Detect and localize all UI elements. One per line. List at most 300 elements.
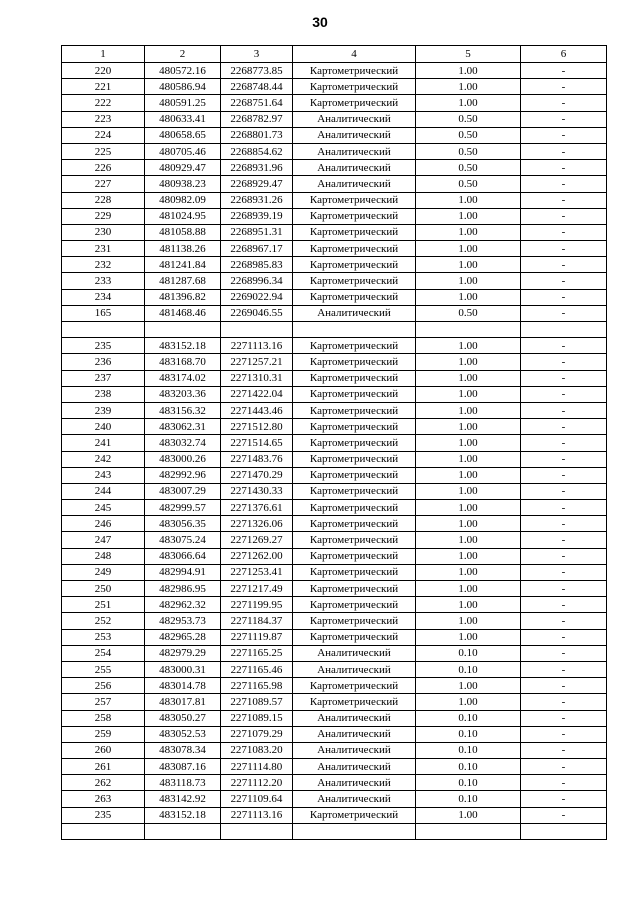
note-cell: - <box>521 742 607 758</box>
accuracy-cell: 1.00 <box>416 548 521 564</box>
table-row <box>62 678 607 694</box>
note-cell: - <box>521 79 607 95</box>
y-coordinate-cell: 2268801.73 <box>221 127 293 143</box>
point-number-cell: 237 <box>62 370 145 386</box>
accuracy-cell: 1.00 <box>416 564 521 580</box>
method-cell: Картометрический <box>293 581 416 597</box>
accuracy-cell <box>416 322 521 338</box>
note-cell: - <box>521 451 607 467</box>
x-coordinate-cell: 483174.02 <box>145 370 221 386</box>
method-cell: Картометрический <box>293 95 416 111</box>
point-number-cell: 225 <box>62 143 145 159</box>
note-cell: - <box>521 613 607 629</box>
x-coordinate-cell: 482965.28 <box>145 629 221 645</box>
method-cell <box>293 823 416 839</box>
accuracy-cell: 1.00 <box>416 419 521 435</box>
method-cell: Картометрический <box>293 613 416 629</box>
note-cell: - <box>521 273 607 289</box>
y-coordinate-cell: 2271443.46 <box>221 402 293 418</box>
point-number-cell: 233 <box>62 273 145 289</box>
point-number-cell: 221 <box>62 79 145 95</box>
table-row <box>62 467 607 483</box>
table-body <box>62 63 607 840</box>
note-cell: - <box>521 629 607 645</box>
accuracy-cell: 1.00 <box>416 467 521 483</box>
point-number-cell: 235 <box>62 807 145 823</box>
x-coordinate-cell: 483017.81 <box>145 694 221 710</box>
note-cell: - <box>521 370 607 386</box>
accuracy-cell: 1.00 <box>416 597 521 613</box>
accuracy-cell: 0.50 <box>416 111 521 127</box>
y-coordinate-cell: 2271113.16 <box>221 338 293 354</box>
note-cell: - <box>521 419 607 435</box>
y-coordinate-cell: 2271430.33 <box>221 483 293 499</box>
method-cell: Аналитический <box>293 127 416 143</box>
x-coordinate-cell: 482992.96 <box>145 467 221 483</box>
accuracy-cell: 1.00 <box>416 435 521 451</box>
accuracy-cell: 1.00 <box>416 95 521 111</box>
y-coordinate-cell: 2268782.97 <box>221 111 293 127</box>
point-number-cell: 260 <box>62 742 145 758</box>
point-number-cell <box>62 322 145 338</box>
table-row <box>62 775 607 791</box>
table-row <box>62 419 607 435</box>
point-number-cell: 231 <box>62 241 145 257</box>
note-cell: - <box>521 192 607 208</box>
note-cell: - <box>521 143 607 159</box>
table-row <box>62 742 607 758</box>
note-cell: - <box>521 694 607 710</box>
table-row <box>62 322 607 338</box>
y-coordinate-cell: 2271165.25 <box>221 645 293 661</box>
table-row <box>62 483 607 499</box>
accuracy-cell: 1.00 <box>416 581 521 597</box>
y-coordinate-cell: 2271262.00 <box>221 548 293 564</box>
y-coordinate-cell: 2268931.96 <box>221 160 293 176</box>
point-number-cell: 263 <box>62 791 145 807</box>
method-cell: Картометрический <box>293 402 416 418</box>
method-cell: Картометрический <box>293 354 416 370</box>
table-row <box>62 645 607 661</box>
y-coordinate-cell: 2271376.61 <box>221 500 293 516</box>
y-coordinate-cell: 2271165.98 <box>221 678 293 694</box>
table-row <box>62 759 607 775</box>
x-coordinate-cell: 481058.88 <box>145 224 221 240</box>
point-number-cell: 226 <box>62 160 145 176</box>
x-coordinate-cell: 482999.57 <box>145 500 221 516</box>
y-coordinate-cell: 2271079.29 <box>221 726 293 742</box>
x-coordinate-cell: 480705.46 <box>145 143 221 159</box>
y-coordinate-cell: 2271512.80 <box>221 419 293 435</box>
accuracy-cell: 0.10 <box>416 742 521 758</box>
point-number-cell: 250 <box>62 581 145 597</box>
x-coordinate-cell: 483007.29 <box>145 483 221 499</box>
x-coordinate-cell: 483156.32 <box>145 402 221 418</box>
x-coordinate-cell: 481468.46 <box>145 305 221 321</box>
method-cell: Картометрический <box>293 807 416 823</box>
accuracy-cell: 1.00 <box>416 192 521 208</box>
accuracy-cell: 0.50 <box>416 160 521 176</box>
note-cell: - <box>521 402 607 418</box>
x-coordinate-cell: 483050.27 <box>145 710 221 726</box>
table-row <box>62 224 607 240</box>
x-coordinate-cell: 483152.18 <box>145 338 221 354</box>
method-cell: Картометрический <box>293 435 416 451</box>
point-number-cell: 254 <box>62 645 145 661</box>
x-coordinate-cell <box>145 823 221 839</box>
point-number-cell: 247 <box>62 532 145 548</box>
page-number: 30 <box>312 14 328 30</box>
point-number-cell: 249 <box>62 564 145 580</box>
y-coordinate-cell: 2271422.04 <box>221 386 293 402</box>
table-row <box>62 354 607 370</box>
note-cell: - <box>521 759 607 775</box>
method-cell: Аналитический <box>293 791 416 807</box>
table-row <box>62 79 607 95</box>
accuracy-cell: 0.10 <box>416 710 521 726</box>
accuracy-cell: 1.00 <box>416 354 521 370</box>
y-coordinate-cell: 2268951.31 <box>221 224 293 240</box>
point-number-cell: 228 <box>62 192 145 208</box>
point-number-cell: 165 <box>62 305 145 321</box>
table-row <box>62 451 607 467</box>
x-coordinate-cell: 480929.47 <box>145 160 221 176</box>
coordinates-table <box>61 45 607 840</box>
accuracy-cell: 1.00 <box>416 483 521 499</box>
table-row <box>62 597 607 613</box>
note-cell: - <box>521 224 607 240</box>
point-number-cell: 240 <box>62 419 145 435</box>
y-coordinate-cell: 2271114.80 <box>221 759 293 775</box>
accuracy-cell: 0.10 <box>416 645 521 661</box>
table-row <box>62 694 607 710</box>
method-cell: Картометрический <box>293 386 416 402</box>
accuracy-cell: 0.50 <box>416 176 521 192</box>
method-cell: Картометрический <box>293 516 416 532</box>
x-coordinate-cell: 483168.70 <box>145 354 221 370</box>
y-coordinate-cell: 2268751.64 <box>221 95 293 111</box>
method-cell: Картометрический <box>293 338 416 354</box>
y-coordinate-cell: 2268939.19 <box>221 208 293 224</box>
point-number-cell: 255 <box>62 661 145 677</box>
y-coordinate-cell: 2271483.76 <box>221 451 293 467</box>
note-cell: - <box>521 645 607 661</box>
x-coordinate-cell: 482994.91 <box>145 564 221 580</box>
accuracy-cell: 1.00 <box>416 807 521 823</box>
note-cell: - <box>521 435 607 451</box>
point-number-cell: 230 <box>62 224 145 240</box>
note-cell: - <box>521 532 607 548</box>
x-coordinate-cell: 483118.73 <box>145 775 221 791</box>
x-coordinate-cell: 480982.09 <box>145 192 221 208</box>
note-cell: - <box>521 791 607 807</box>
note-cell: - <box>521 726 607 742</box>
method-cell: Картометрический <box>293 419 416 435</box>
accuracy-cell: 1.00 <box>416 338 521 354</box>
note-cell: - <box>521 338 607 354</box>
column-header: 5 <box>416 46 521 63</box>
note-cell: - <box>521 127 607 143</box>
x-coordinate-cell: 481024.95 <box>145 208 221 224</box>
method-cell: Аналитический <box>293 111 416 127</box>
table-row <box>62 823 607 839</box>
point-number-cell: 232 <box>62 257 145 273</box>
y-coordinate-cell: 2268985.83 <box>221 257 293 273</box>
method-cell: Картометрический <box>293 678 416 694</box>
note-cell: - <box>521 581 607 597</box>
x-coordinate-cell: 483062.31 <box>145 419 221 435</box>
accuracy-cell: 0.50 <box>416 127 521 143</box>
y-coordinate-cell <box>221 322 293 338</box>
accuracy-cell: 0.10 <box>416 791 521 807</box>
method-cell: Картометрический <box>293 467 416 483</box>
accuracy-cell: 1.00 <box>416 500 521 516</box>
y-coordinate-cell: 2271269.27 <box>221 532 293 548</box>
point-number-cell: 259 <box>62 726 145 742</box>
accuracy-cell: 1.00 <box>416 289 521 305</box>
accuracy-cell: 1.00 <box>416 208 521 224</box>
point-number-cell: 241 <box>62 435 145 451</box>
method-cell: Картометрический <box>293 548 416 564</box>
x-coordinate-cell: 481287.68 <box>145 273 221 289</box>
table-row <box>62 726 607 742</box>
table-row <box>62 581 607 597</box>
column-header: 2 <box>145 46 221 63</box>
accuracy-cell: 1.00 <box>416 451 521 467</box>
x-coordinate-cell: 481138.26 <box>145 241 221 257</box>
table-row <box>62 791 607 807</box>
note-cell: - <box>521 710 607 726</box>
method-cell: Картометрический <box>293 694 416 710</box>
x-coordinate-cell: 483075.24 <box>145 532 221 548</box>
y-coordinate-cell: 2271470.29 <box>221 467 293 483</box>
method-cell: Аналитический <box>293 645 416 661</box>
method-cell: Картометрический <box>293 483 416 499</box>
accuracy-cell: 1.00 <box>416 532 521 548</box>
point-number-cell: 256 <box>62 678 145 694</box>
note-cell: - <box>521 500 607 516</box>
method-cell: Картометрический <box>293 370 416 386</box>
accuracy-cell: 1.00 <box>416 386 521 402</box>
accuracy-cell: 1.00 <box>416 273 521 289</box>
note-cell <box>521 322 607 338</box>
accuracy-cell: 1.00 <box>416 224 521 240</box>
accuracy-cell: 0.50 <box>416 143 521 159</box>
point-number-cell: 229 <box>62 208 145 224</box>
x-coordinate-cell: 483203.36 <box>145 386 221 402</box>
x-coordinate-cell: 483066.64 <box>145 548 221 564</box>
y-coordinate-cell: 2269022.94 <box>221 289 293 305</box>
x-coordinate-cell: 483152.18 <box>145 807 221 823</box>
point-number-cell: 262 <box>62 775 145 791</box>
note-cell: - <box>521 775 607 791</box>
method-cell: Аналитический <box>293 661 416 677</box>
note-cell: - <box>521 516 607 532</box>
method-cell: Аналитический <box>293 726 416 742</box>
y-coordinate-cell: 2268931.26 <box>221 192 293 208</box>
x-coordinate-cell: 482953.73 <box>145 613 221 629</box>
accuracy-cell: 0.10 <box>416 775 521 791</box>
point-number-cell: 220 <box>62 63 145 79</box>
x-coordinate-cell: 483087.16 <box>145 759 221 775</box>
accuracy-cell: 1.00 <box>416 613 521 629</box>
point-number-cell: 234 <box>62 289 145 305</box>
x-coordinate-cell: 483032.74 <box>145 435 221 451</box>
accuracy-cell: 1.00 <box>416 241 521 257</box>
y-coordinate-cell: 2269046.55 <box>221 305 293 321</box>
x-coordinate-cell: 480938.23 <box>145 176 221 192</box>
y-coordinate-cell: 2271217.49 <box>221 581 293 597</box>
note-cell: - <box>521 111 607 127</box>
point-number-cell: 246 <box>62 516 145 532</box>
note-cell: - <box>521 354 607 370</box>
y-coordinate-cell: 2271257.21 <box>221 354 293 370</box>
method-cell: Картометрический <box>293 224 416 240</box>
y-coordinate-cell: 2268854.62 <box>221 143 293 159</box>
note-cell: - <box>521 289 607 305</box>
y-coordinate-cell <box>221 823 293 839</box>
x-coordinate-cell: 480572.16 <box>145 63 221 79</box>
method-cell: Аналитический <box>293 176 416 192</box>
note-cell: - <box>521 176 607 192</box>
method-cell: Картометрический <box>293 451 416 467</box>
note-cell: - <box>521 564 607 580</box>
x-coordinate-cell: 480633.41 <box>145 111 221 127</box>
table-row <box>62 435 607 451</box>
x-coordinate-cell: 481241.84 <box>145 257 221 273</box>
x-coordinate-cell: 483078.34 <box>145 742 221 758</box>
table-row <box>62 241 607 257</box>
table-row <box>62 160 607 176</box>
table-row <box>62 127 607 143</box>
accuracy-cell: 1.00 <box>416 63 521 79</box>
note-cell: - <box>521 678 607 694</box>
table-row <box>62 95 607 111</box>
note-cell: - <box>521 257 607 273</box>
table-row <box>62 807 607 823</box>
table-row <box>62 532 607 548</box>
y-coordinate-cell: 2271310.31 <box>221 370 293 386</box>
point-number-cell: 248 <box>62 548 145 564</box>
x-coordinate-cell: 481396.82 <box>145 289 221 305</box>
table-row <box>62 305 607 321</box>
y-coordinate-cell: 2268748.44 <box>221 79 293 95</box>
table-row <box>62 273 607 289</box>
x-coordinate-cell <box>145 322 221 338</box>
note-cell <box>521 823 607 839</box>
x-coordinate-cell: 480586.94 <box>145 79 221 95</box>
y-coordinate-cell: 2271089.57 <box>221 694 293 710</box>
x-coordinate-cell: 483000.31 <box>145 661 221 677</box>
column-header: 6 <box>521 46 607 63</box>
y-coordinate-cell: 2271112.20 <box>221 775 293 791</box>
point-number-cell: 261 <box>62 759 145 775</box>
point-number-cell: 223 <box>62 111 145 127</box>
note-cell: - <box>521 208 607 224</box>
x-coordinate-cell: 483052.53 <box>145 726 221 742</box>
method-cell <box>293 322 416 338</box>
table-row <box>62 402 607 418</box>
point-number-cell: 235 <box>62 338 145 354</box>
x-coordinate-cell: 482962.32 <box>145 597 221 613</box>
table-row <box>62 143 607 159</box>
x-coordinate-cell: 480591.25 <box>145 95 221 111</box>
note-cell: - <box>521 386 607 402</box>
table-row <box>62 500 607 516</box>
table-row <box>62 613 607 629</box>
method-cell: Картометрический <box>293 79 416 95</box>
point-number-cell <box>62 823 145 839</box>
x-coordinate-cell: 483056.35 <box>145 516 221 532</box>
point-number-cell: 257 <box>62 694 145 710</box>
table-row <box>62 516 607 532</box>
point-number-cell: 239 <box>62 402 145 418</box>
note-cell: - <box>521 597 607 613</box>
accuracy-cell: 1.00 <box>416 257 521 273</box>
table-row <box>62 338 607 354</box>
method-cell: Картометрический <box>293 208 416 224</box>
table-row <box>62 564 607 580</box>
accuracy-cell: 1.00 <box>416 79 521 95</box>
y-coordinate-cell: 2271184.37 <box>221 613 293 629</box>
accuracy-cell: 1.00 <box>416 516 521 532</box>
note-cell: - <box>521 661 607 677</box>
y-coordinate-cell: 2268929.47 <box>221 176 293 192</box>
x-coordinate-cell: 483142.92 <box>145 791 221 807</box>
note-cell: - <box>521 807 607 823</box>
y-coordinate-cell: 2271109.64 <box>221 791 293 807</box>
accuracy-cell: 1.00 <box>416 402 521 418</box>
method-cell: Картометрический <box>293 289 416 305</box>
point-number-cell: 227 <box>62 176 145 192</box>
y-coordinate-cell: 2271089.15 <box>221 710 293 726</box>
method-cell: Аналитический <box>293 143 416 159</box>
note-cell: - <box>521 160 607 176</box>
column-header: 1 <box>62 46 145 63</box>
note-cell: - <box>521 63 607 79</box>
y-coordinate-cell: 2268967.17 <box>221 241 293 257</box>
table-row <box>62 63 607 79</box>
point-number-cell: 243 <box>62 467 145 483</box>
y-coordinate-cell: 2271119.87 <box>221 629 293 645</box>
y-coordinate-cell: 2271326.06 <box>221 516 293 532</box>
method-cell: Картометрический <box>293 500 416 516</box>
y-coordinate-cell: 2268996.34 <box>221 273 293 289</box>
point-number-cell: 253 <box>62 629 145 645</box>
x-coordinate-cell: 483000.26 <box>145 451 221 467</box>
y-coordinate-cell: 2271165.46 <box>221 661 293 677</box>
point-number-cell: 252 <box>62 613 145 629</box>
method-cell: Картометрический <box>293 192 416 208</box>
accuracy-cell: 0.10 <box>416 759 521 775</box>
method-cell: Картометрический <box>293 532 416 548</box>
y-coordinate-cell: 2271253.41 <box>221 564 293 580</box>
method-cell: Аналитический <box>293 759 416 775</box>
method-cell: Аналитический <box>293 775 416 791</box>
method-cell: Картометрический <box>293 63 416 79</box>
point-number-cell: 222 <box>62 95 145 111</box>
accuracy-cell: 0.10 <box>416 726 521 742</box>
method-cell: Картометрический <box>293 241 416 257</box>
y-coordinate-cell: 2271199.95 <box>221 597 293 613</box>
table-row <box>62 257 607 273</box>
method-cell: Аналитический <box>293 160 416 176</box>
point-number-cell: 251 <box>62 597 145 613</box>
note-cell: - <box>521 241 607 257</box>
method-cell: Аналитический <box>293 742 416 758</box>
table-row <box>62 710 607 726</box>
accuracy-cell: 1.00 <box>416 370 521 386</box>
